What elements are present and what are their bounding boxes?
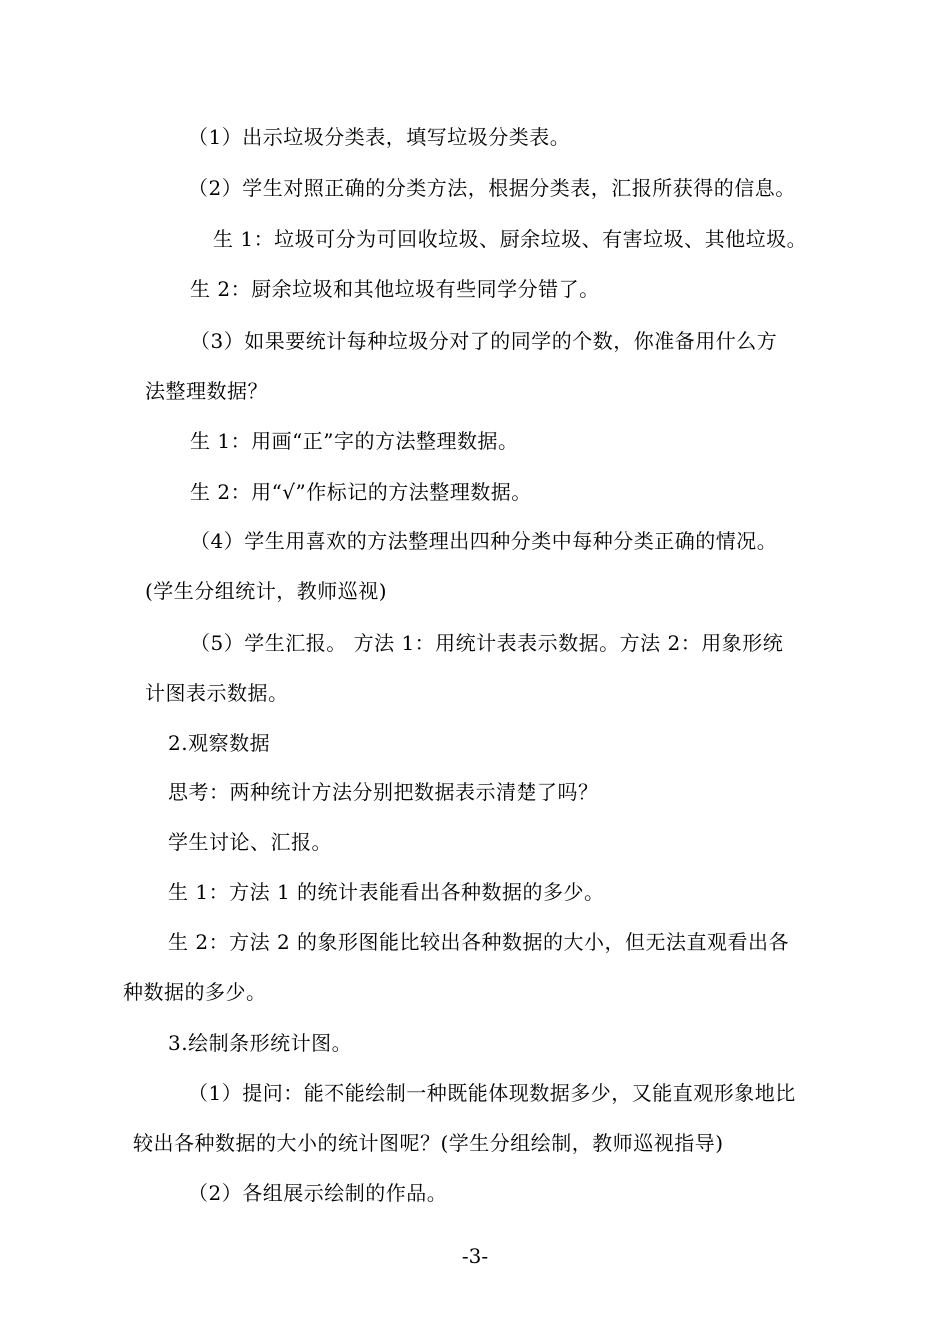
section-heading: 2.观察数据 — [168, 731, 271, 755]
text-line: 生 2：用“√”作标记的方法整理数据。 — [190, 480, 532, 504]
text-line: （2）各组展示绘制的作品。 — [188, 1181, 448, 1205]
text-line: 计图表示数据。 — [145, 681, 289, 705]
text-line: 生 1：方法 1 的统计表能看出各种数据的多少。 — [168, 880, 605, 904]
text-line: （1）提问：能不能绘制一种既能体现数据多少，又能直观形象地比 — [188, 1081, 796, 1105]
text-line: 生 1：垃圾可分为可回收垃圾、厨余垃圾、有害垃圾、其他垃圾。 — [213, 227, 808, 251]
text-line: (学生分组统计，教师巡视) — [145, 579, 388, 603]
text-line: 种数据的多少。 — [123, 980, 267, 1004]
text-line: （2）学生对照正确的分类方法，根据分类表，汇报所获得的信息。 — [188, 176, 796, 200]
text-line: （1）出示垃圾分类表，填写垃圾分类表。 — [188, 125, 571, 149]
text-line: 生 1：用画“正”字的方法整理数据。 — [190, 429, 519, 453]
text-line: 生 2：厨余垃圾和其他垃圾有些同学分错了。 — [190, 277, 600, 301]
text-line: 生 2：方法 2 的象形图能比较出各种数据的大小，但无法直观看出各 — [168, 930, 790, 954]
text-line: （3）如果要统计每种垃圾分对了的同学的个数，你准备用什么方 — [190, 329, 778, 353]
text-line: 较出各种数据的大小的统计图呢？(学生分组绘制，教师巡视指导) — [133, 1131, 724, 1155]
text-line: 思考：两种统计方法分别把数据表示清楚了吗？ — [168, 780, 599, 804]
text-line: （5）学生汇报。 方法 1：用统计表表示数据。方法 2：用象形统 — [190, 631, 784, 655]
section-heading: 3.绘制条形统计图。 — [168, 1031, 353, 1055]
text-line: 法整理数据？ — [145, 379, 268, 403]
page-number: -3- — [461, 1244, 489, 1268]
text-line: （4）学生用喜欢的方法整理出四种分类中每种分类正确的情况。 — [190, 529, 778, 553]
text-line: 学生讨论、汇报。 — [168, 830, 332, 854]
